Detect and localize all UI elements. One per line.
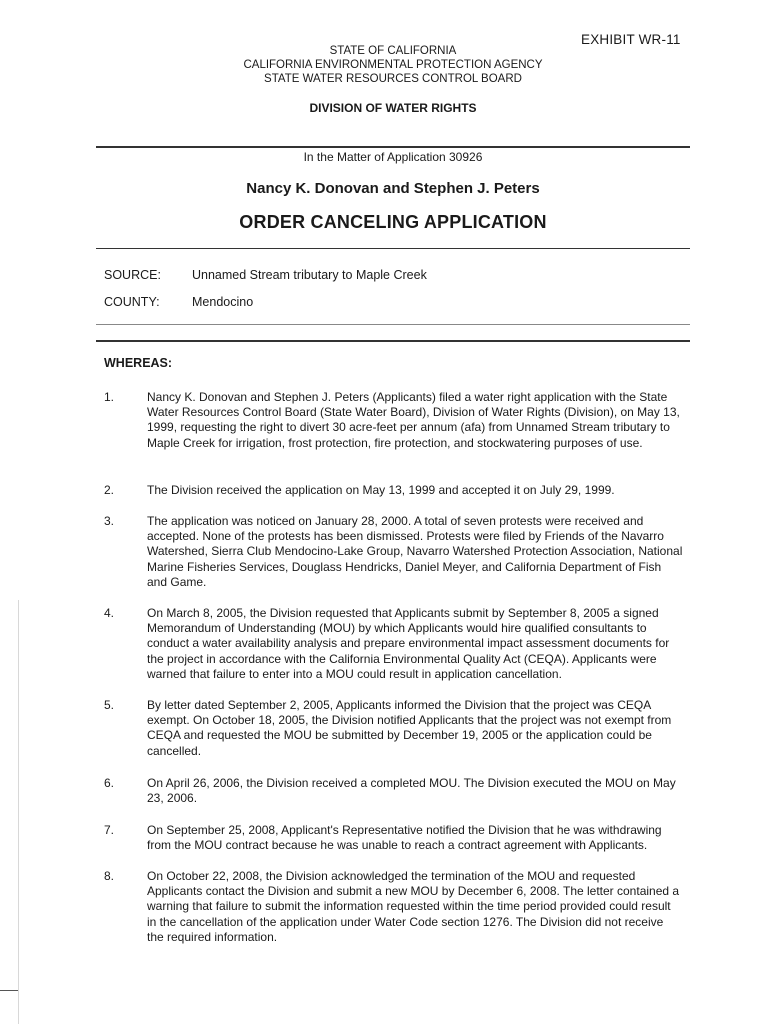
meta-rule-thick [96,340,690,342]
exhibit-label: EXHIBIT WR-11 [581,32,681,47]
header-line-state: STATE OF CALIFORNIA [329,45,457,57]
title-rule [96,248,690,249]
paragraph-number: 6. [104,776,115,790]
whereas-heading: WHEREAS: [104,356,173,370]
meta-rule-thin [96,324,690,325]
header-line-board: STATE WATER RESOURCES CONTROL BOARD [264,73,522,85]
source-row [104,268,427,282]
scan-margin-line [18,600,19,1024]
applicant-names: Nancy K. Donovan and Stephen J. Peters [246,180,540,197]
county-value: Mendocino [192,295,254,309]
paragraph-number: 3. [104,514,115,528]
source-value: Unnamed Stream tributary to Maple Creek [192,268,427,282]
paragraph-text: Nancy K. Donovan and Stephen J. Peters (Applicants) filed a water right application with the State Water Resources Control Board (State Water Board), Division of Water Rights (Division), on May 13, 1999, requesting the right to divert 30 acre-feet per annum (afa) from Unnamed Stream tributary to Maple Creek for irrigation, frost protection, fire protection, and stockwatering purposes of use. [147,390,680,450]
paragraph-number: 1. [104,390,115,404]
order-title: ORDER CANCELING APPLICATION [239,212,547,232]
matter-line: In the Matter of Application 30926 [303,150,483,164]
paragraph-text: On October 22, 2008, the Division acknowledged the termination of the MOU and requested Applicants contact the Division and submit a new MOU by December 6, 2008. The letter contained a warning that failure to submit the information requested within the time period provided could result in the cancellation of the application under Water Code section 1276. The Division did not receive the required information. [147,869,680,944]
source-label: SOURCE: [104,268,161,282]
paragraph-text: On April 26, 2006, the Division received a completed MOU. The Division executed the MOU on May 23, 2006. [147,776,676,806]
paragraph-text: The Division received the application on May 13, 1999 and accepted it on July 29, 1999. [147,483,615,497]
county-label: COUNTY: [104,295,160,309]
agency-header [0,44,770,86]
paragraph-number: 8. [104,869,115,883]
county-row [104,295,253,309]
paragraph-text: The application was noticed on January 28, 2000. A total of seven protests were received and accepted. None of the protests has been dismissed. Protests were filed by Friends of the Navarro Watershed, Sierra Club Mendocino-Lake Group, Navarro Watershed Protection Association, National Marine Fisheries Services, Douglass Hendricks, Daniel Meyer, and California Department of Fish and Game. [147,514,683,589]
paragraph-number: 7. [104,823,115,837]
division-title: DIVISION OF WATER RIGHTS [309,101,477,115]
paragraph-number: 5. [104,698,115,712]
paragraph-text: On September 25, 2008, Applicant's Representative notified the Division that he was withdrawing from the MOU contract because he was unable to reach a contract agreement with Applicants. [147,823,662,853]
paragraph-number: 4. [104,606,115,620]
paragraph-number: 2. [104,483,115,497]
top-rule [96,146,690,148]
paragraph-text: By letter dated September 2, 2005, Applicants informed the Division that the project was CEQA exempt. On October 18, 2005, the Division notified Applicants that the project was not exempt from CEQA and requested the MOU be submitted by December 19, 2005 or the application could be cancelled. [147,698,672,758]
scan-margin-mark [0,990,18,991]
header-line-agency: CALIFORNIA ENVIRONMENTAL PROTECTION AGENCY [243,59,543,71]
paragraph-text: On March 8, 2005, the Division requested that Applicants submit by September 8, 2005 a signed Memorandum of Understanding (MOU) by which Applicants would hire qualified consultants to conduct a water availability analysis and prepare environmental impact assessment documents for the project in accordance with the California Environmental Quality Act (CEQA). Applicants were warned that failure to enter into a MOU could result in application cancellation. [147,606,670,681]
